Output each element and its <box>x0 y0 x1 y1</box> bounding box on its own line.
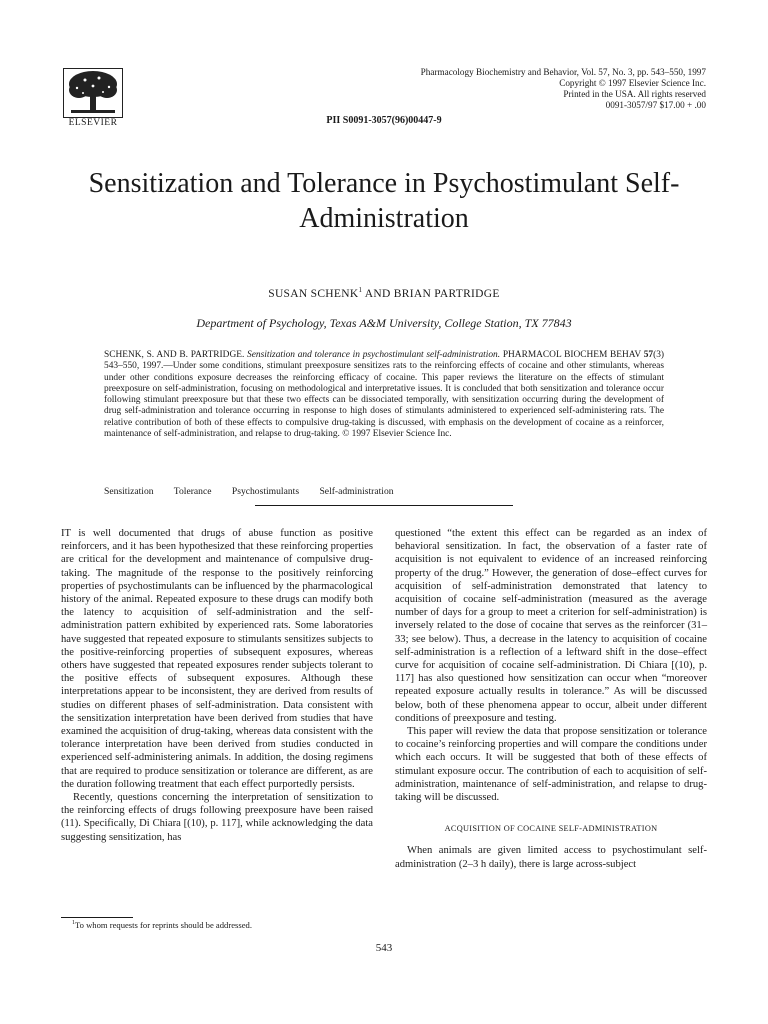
abstract-text: —Under some conditions, stimulant preexposure sensitizes rats to the reinforcing effects of cocaine and other stimulants, whereas under other conditions exposure decreases the reinforcing efficacy of cocaine. This paper reviews the literature on the effects of stimulant preexposure on self-administration, focusing on methodological and interpretative issues. It is concluded that both sensitization and tolerance occur following stimulant preexposure but that these two effects can be dissociated temporally, with sensitization occurring during the development of drug self-administration and tolerance occurring in response to high doses of stimulants administered to experienced self-administering rats. The relative contribution of both of these effects to compulsive drug-taking is discussed, with emphasis on the development of cocaine as a reinforcer, maintenance of self-administration, and relapse to drug-taking. © 1997 Elsevier Science Inc. <box>104 361 664 440</box>
keywords <box>104 486 412 497</box>
footnote-divider <box>61 917 133 918</box>
journal-copyright: Copyright © 1997 Elsevier Science Inc. <box>559 78 706 88</box>
keyword: Psychostimulants <box>231 486 300 497</box>
section-heading: ACQUISITION OF COCAINE SELF-ADMINISTRATION <box>444 824 658 834</box>
body-column-left <box>61 527 373 844</box>
keyword: Sensitization <box>104 486 154 497</box>
paper-title: Sensitization and Tolerance in Psychostimulant Self-Administration <box>88 168 680 234</box>
abstract <box>104 350 664 440</box>
keyword: Self-administration <box>319 486 394 497</box>
footnote <box>72 920 252 930</box>
body-column-right <box>395 527 707 871</box>
journal-price: 0091-3057/97 $17.00 + .00 <box>605 100 706 110</box>
footnote-mark: 1 <box>72 920 75 927</box>
keyword: Tolerance <box>173 486 212 497</box>
author-line <box>0 286 768 300</box>
citation-authors: SCHENK, S. AND B. PARTRIDGE. <box>104 350 245 360</box>
footnote-text: To whom requests for reprints should be addressed. <box>75 920 252 930</box>
keywords-divider <box>255 505 513 506</box>
body-paragraph: IT is well documented that drugs of abuse function as positive reinforcers, and it has been hypothesized that these reinforcing properties are critical for the development and maintenance of compulsive drug-taking. The magnitude of the response to the positively reinforcing properties of psychostimulants can be influenced by the pharmacological history of the animal. Repeated exposure to these drugs can modify both the latency to acquisition of self-administration and the self-administration pattern exhibited by experienced rats. Some laboratories have suggested that repeated exposure to stimulants sensitizes subjects to the positive-reinforcing properties of subsequent exposures, whereas others have suggested that repeated exposures render subjects tolerant to the positive effects of subsequent exposures. Although these interpretations appear to be inconsistent, they are derived from results of studies on different phases of self-administration. Data consistent with the sensitization interpretation have been derived from studies that have examined the acquisition of drug-taking, whereas data consistent with the tolerance interpretation have been derived from studies conducted in experienced self-administering animals. In addition, the dosing regimens that are required to produce sensitization or tolerance are different, as are the duration following treatment that each effect purportedly persists. <box>61 528 373 790</box>
elsevier-wordmark: ELSEVIER <box>68 118 118 128</box>
page-number: 543 <box>375 942 393 954</box>
citation-pages: (3) 543–550, 1997. <box>104 350 665 372</box>
body-paragraph: This paper will review the data that propose sensitization or tolerance to cocaine’s reinforcing properties and will compare the conditions under which each occurs. It will be suggested that both of these effects of stimulant exposure occur. The contribution of each to acquisition of self-administration, maintenance of self-administration, and relapse to drug-taking will be discussed. <box>395 726 707 804</box>
journal-info <box>326 67 706 111</box>
journal-citation: Pharmacology Biochemistry and Behavior, Vol. 57, No. 3, pp. 543–550, 1997 <box>420 67 706 77</box>
affiliation: Department of Psychology, Texas A&M University, College Station, TX 77843 <box>196 316 572 330</box>
author-footnote-mark: 1 <box>358 286 363 294</box>
citation-volume: 57 <box>643 350 654 360</box>
author-rest: AND BRIAN PARTRIDGE <box>362 287 500 300</box>
body-paragraph: Recently, questions concerning the interpretation of sensitization to the reinforcing effects of drugs following preexposure have been raised (11). Specifically, Di Chiara [(10), p. 117], while acknowledging the data suggesting sensitization, has <box>61 792 373 843</box>
pii-identifier: PII S0091-3057(96)00447-9 <box>326 115 442 126</box>
citation-title: Sensitization and tolerance in psychostimulant self-administration. <box>247 350 501 360</box>
body-paragraph: questioned “the extent this effect can be regarded as an index of behavioral sensitization. In fact, the observation of a faster rate of acquisition is not equivalent to evidence of an increased reinforcing property of the drug.” However, the generation of dose–effect curves for acquisition of self-administration demonstrated that latency to acquisition of cocaine self-administration (measured as the average number of days for a group to meet a criterion for self-administration) is inversely related to the dose of cocaine that serves as the reinforcer (31–33; see below). Thus, a decrease in the latency to acquisition of cocaine self-administration is a reflection of a leftward shift in the dose–effect curve for acquisition of cocaine self-administration. Di Chiara [(10), p. 117] has also questioned how sensitization can occur when “moreover repeated exposure actually results in tolerance.” As will be discussed below, both of these phenomena appear to occur, albeit under different conditions of preexposure and testing. <box>395 528 707 724</box>
journal-rights: Printed in the USA. All rights reserved <box>563 89 706 99</box>
citation-journal: PHARMACOL BIOCHEM BEHAV <box>502 350 641 360</box>
author-first: SUSAN SCHENK <box>268 287 359 300</box>
elsevier-tree-icon <box>63 68 123 118</box>
body-paragraph: When animals are given limited access to psychostimulant self-administration (2–3 h daily), there is large across-subject <box>395 845 707 870</box>
